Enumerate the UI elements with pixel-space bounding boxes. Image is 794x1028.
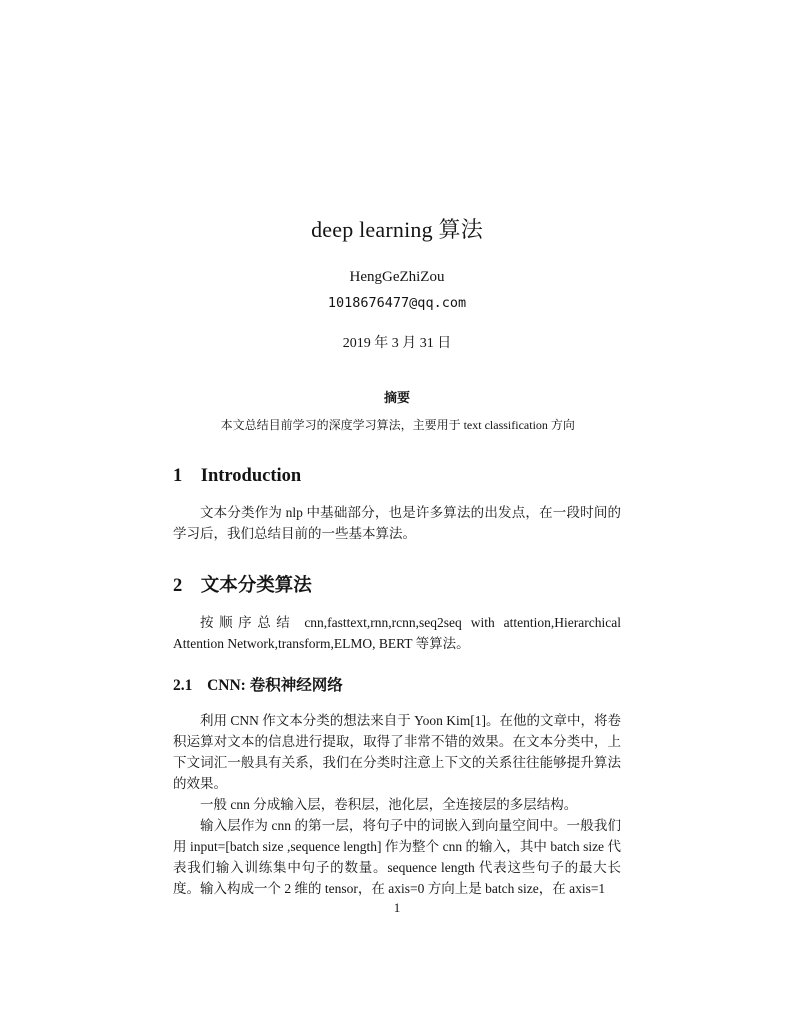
section-1-heading [173, 465, 621, 488]
subsection-2-1-number: 2.1 [173, 676, 193, 694]
section-2-number: 2 [173, 575, 183, 596]
abstract-text: 本文总结目前学习的深度学习算法，主要用于 text classification 方向 [220, 417, 575, 432]
paper-content [173, 0, 621, 899]
subsection-2-1-paragraph-2: 一般 cnn 分成输入层，卷积层，池化层，全连接层的多层结构。 [200, 796, 578, 812]
paper-date: 2019 年 3 月 31 日 [342, 335, 452, 351]
subsection-2-1-heading [173, 676, 621, 696]
section-2-paragraph: 按顺序总结 cnn,fasttext,rnn,rcnn,seq2seq with attention,Hierarchical Attention Network,transform,ELMO, BERT 等算法。 [173, 614, 621, 651]
abstract-heading: 摘要 [383, 389, 410, 405]
section-2-title: 文本分类算法 [200, 575, 312, 596]
subsection-2-1-paragraph-3: 输入层作为 cnn 的第一层，将句子中的词嵌入到向量空间中。一般我们用 input=[batch size ,sequence length] 作为整个 cnn 的输入，其中 batch size 代表我们输入训练集中句子的数量。sequence length 代表这些句子的最大长度。输入构成一个 2 维的 tensor，在 axis=0 方向上是 batch size，在 axis=1 [173, 817, 621, 896]
subsection-2-1-title: CNN: 卷积神经网络 [207, 676, 343, 694]
abstract-block [173, 387, 621, 434]
author-name: HengGeZhiZou [349, 268, 445, 285]
page-number: 1 [393, 900, 401, 915]
paper-title: deep learning 算法 [311, 217, 483, 242]
author-email: 1018676477@qq.com [327, 294, 467, 311]
section-1-number: 1 [173, 465, 183, 486]
section-1-title: Introduction [200, 465, 302, 486]
subsection-2-1-paragraph-1: 利用 CNN 作文本分类的想法来自于 Yoon Kim[1]。在他的文章中，将卷积运算对文本的信息进行提取，取得了非常不错的效果。在文本分类中，上下文词汇一般具有关系，我们在分类时注意上下文的关系往往能够提升算法的效果。 [173, 712, 621, 791]
section-2-heading [173, 575, 621, 598]
section-1-paragraph: 文本分类作为 nlp 中基础部分，也是许多算法的出发点，在一段时间的学习后，我们总结目前的一些基本算法。 [173, 504, 621, 541]
